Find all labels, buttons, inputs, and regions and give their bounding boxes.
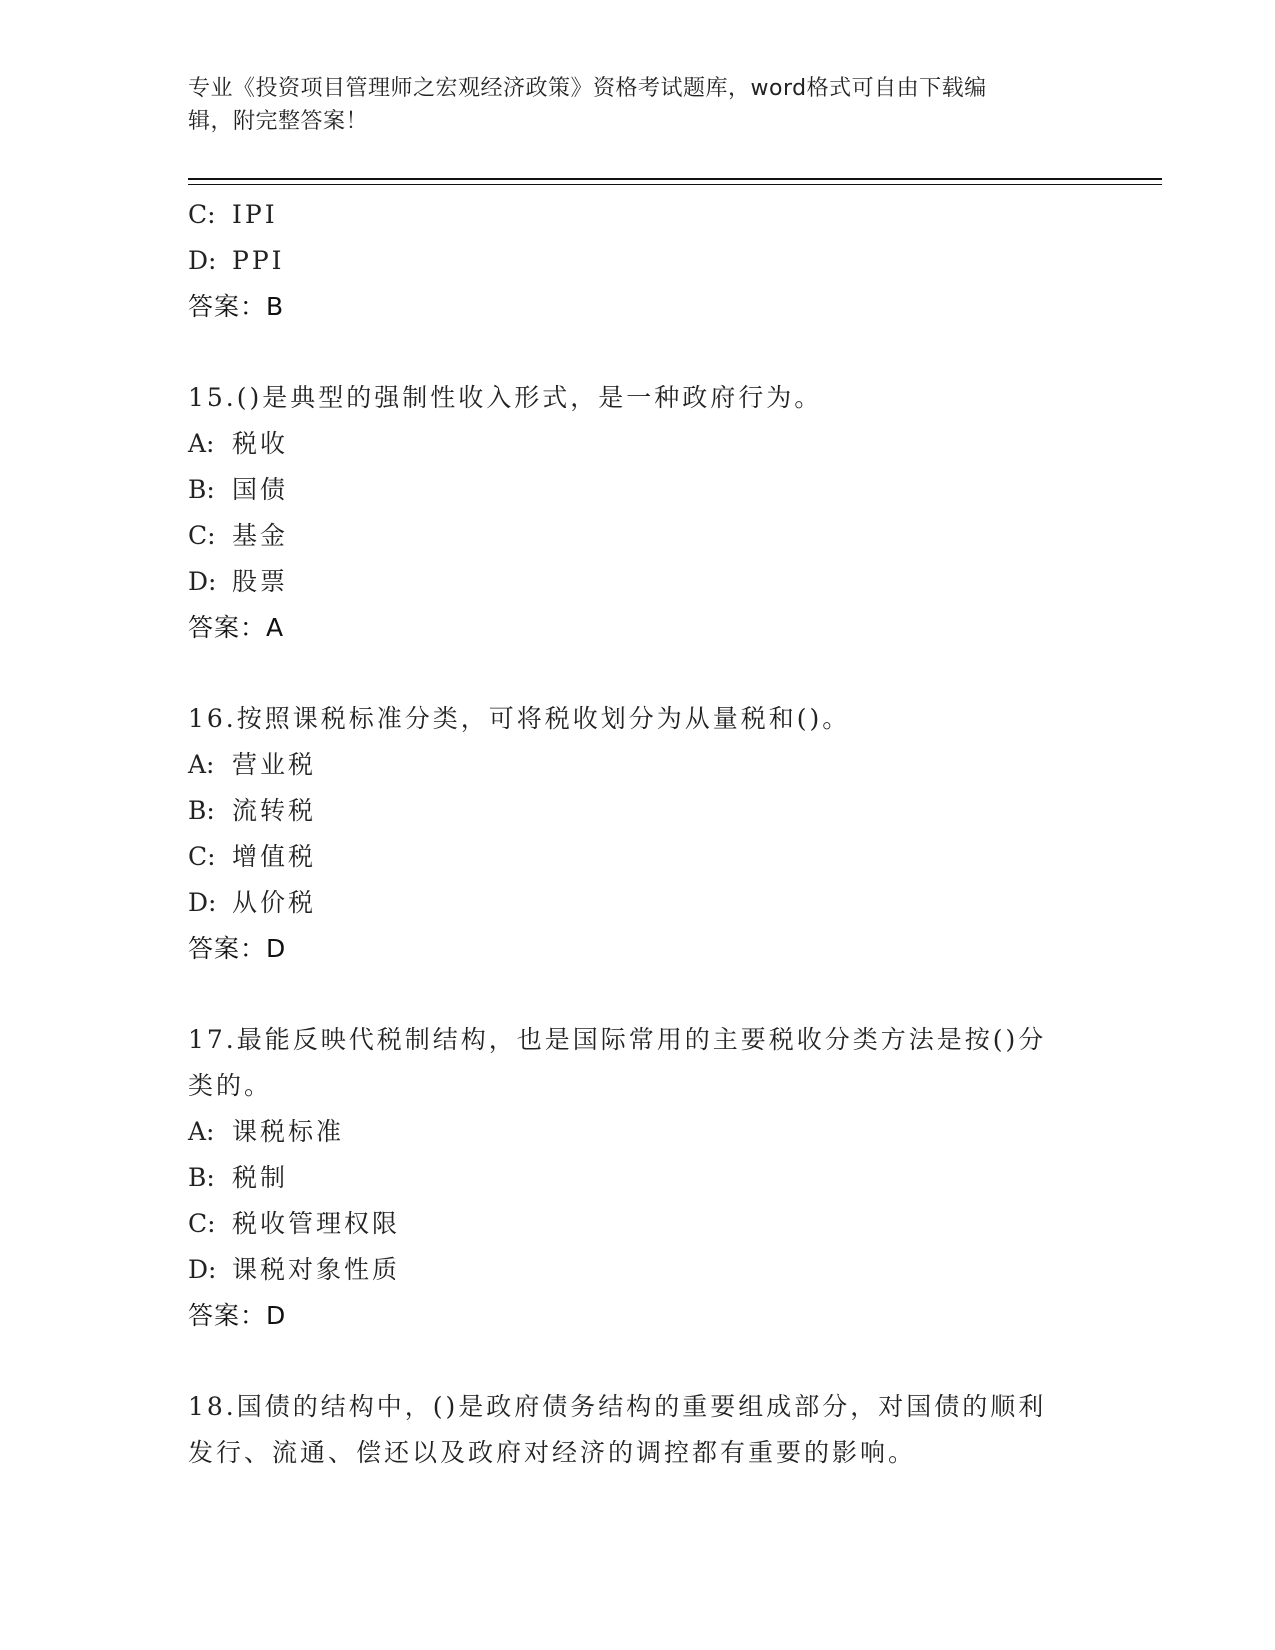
question-17	[188, 1017, 1088, 1339]
question-14-tail	[188, 192, 1088, 330]
option-d: D: 课税对象性质	[188, 1255, 401, 1284]
question-18	[188, 1384, 1088, 1476]
option-d: D: 从价税	[188, 888, 317, 917]
option-b: B: 税制	[188, 1163, 289, 1192]
option-b: B: 国债	[188, 475, 289, 504]
question-text-line-1: 18.国债的结构中，()是政府债务结构的重要组成部分，对国债的顺利	[188, 1392, 1047, 1421]
question-16	[188, 696, 1088, 972]
header-line-1: 专业《投资项目管理师之宏观经济政策》资格考试题库，word格式可自由下载编	[188, 76, 987, 101]
question-text: 16.按照课税标准分类，可将税收划分为从量税和()。	[188, 704, 851, 733]
question-text-line-2: 类的。	[188, 1071, 273, 1100]
option-a: A: 税收	[188, 429, 289, 458]
question-text-line-1: 17.最能反映代税制结构，也是国际常用的主要税收分类方法是按()分	[188, 1025, 1047, 1054]
header-divider-thick	[188, 178, 1162, 180]
option-a: A: 课税标准	[188, 1117, 345, 1146]
question-15	[188, 375, 1088, 651]
option-c: C: IPI	[188, 200, 278, 229]
answer-line: 答案：D	[188, 1301, 287, 1330]
answer-line: 答案：B	[188, 292, 285, 321]
answer-line: 答案：D	[188, 934, 287, 963]
header-divider-thin	[188, 184, 1162, 185]
question-list	[188, 192, 1088, 1476]
option-c: C: 基金	[188, 521, 289, 550]
question-text-line-2: 发行、流通、偿还以及政府对经济的调控都有重要的影响。	[188, 1438, 917, 1467]
document-header	[188, 72, 1088, 138]
answer-line: 答案：A	[188, 613, 285, 642]
header-line-2: 辑，附完整答案！	[188, 109, 369, 134]
option-b: B: 流转税	[188, 796, 317, 825]
option-d: D: PPI	[188, 246, 285, 275]
option-d: D: 股票	[188, 567, 289, 596]
question-text: 15.()是典型的强制性收入形式，是一种政府行为。	[188, 383, 823, 412]
option-a: A: 营业税	[188, 750, 317, 779]
option-c: C: 增值税	[188, 842, 317, 871]
option-c: C: 税收管理权限	[188, 1209, 401, 1238]
